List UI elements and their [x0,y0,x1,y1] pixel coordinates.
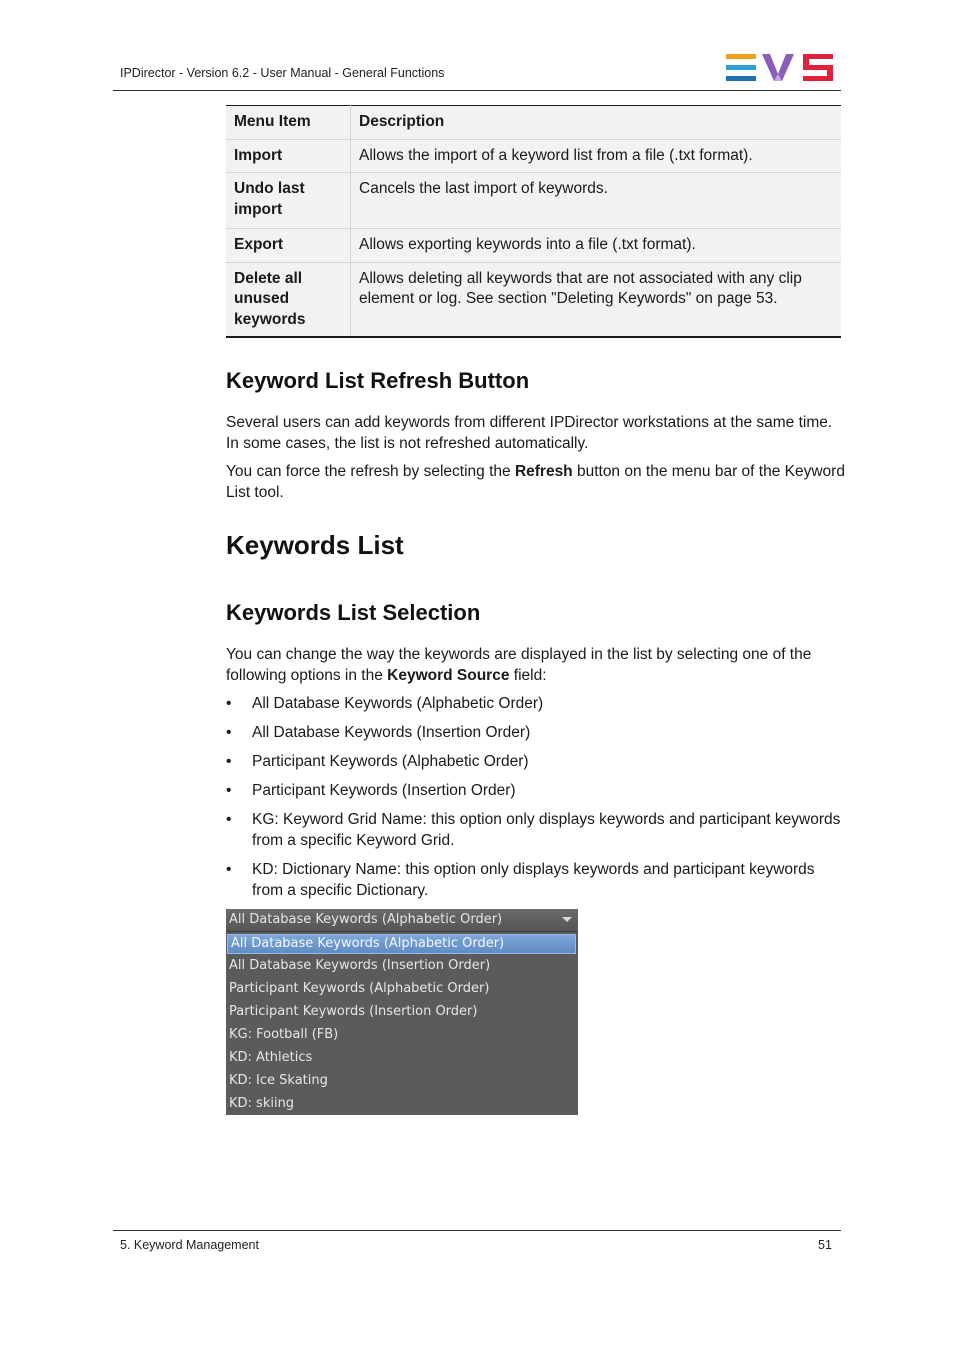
header-divider [113,90,841,91]
footer-chapter: 5. Keyword Management [120,1238,259,1252]
header-title: IPDirector - Version 6.2 - User Manual - General Functions [120,66,445,80]
paragraph-selection: You can change the way the keywords are displayed in the list by selecting one of the following options in the Keyword Source field: [226,646,812,684]
heading-refresh-button: Keyword List Refresh Button [226,368,530,393]
dropdown-option[interactable]: KG: Football (FB) [229,1027,339,1042]
dropdown-option-selected[interactable]: All Database Keywords (Alphabetic Order) [227,934,576,954]
description-cell: Allows the import of a keyword list from a file (.txt format). [351,139,842,173]
heading-keywords-list-selection: Keywords List Selection [226,600,481,625]
page-number: 51 [818,1238,832,1252]
menu-item-cell: Undo last import [226,173,351,229]
evs-logo [726,54,834,82]
keyword-source-dropdown[interactable] [226,909,578,1115]
menu-item-cell: Export [226,229,351,263]
footer-divider [113,1230,841,1231]
table-row [226,229,841,263]
column-header-menu-item: Menu Item [226,106,351,140]
refresh-term: Refresh [514,463,573,480]
list-item: • KD: Dictionary Name: this option only displays keywords and participant keywords from a specific Dictionary. [226,861,815,899]
dropdown-option[interactable]: Participant Keywords (Insertion Order) [229,1004,478,1019]
menu-item-cell: Delete all unused keywords [226,262,351,337]
chevron-down-icon[interactable] [562,917,572,922]
menu-items-table [226,105,841,338]
dropdown-option[interactable]: Participant Keywords (Alphabetic Order) [229,981,490,996]
description-cell: Cancels the last import of keywords. [351,173,842,229]
list-item: • KG: Keyword Grid Name: this option only displays keywords and participant keywords from a specific Keyword Grid. [226,811,841,849]
table-row [226,173,841,229]
dropdown-option[interactable]: All Database Keywords (Insertion Order) [229,958,491,973]
column-header-description: Description [351,106,842,140]
dropdown-option[interactable]: KD: Athletics [229,1050,313,1065]
table-row [226,139,841,173]
list-item: • All Database Keywords (Insertion Order) [226,724,531,741]
keyword-source-options-list [226,693,846,909]
paragraph-refresh-1: Several users can add keywords from different IPDirector workstations at the same time. In some cases, the list is not refreshed automatically. [226,414,833,452]
list-item: • Participant Keywords (Insertion Order) [226,782,516,799]
description-cell: Allows deleting all keywords that are not associated with any clip element or log. See section "Deleting Keywords" on page 53. [351,262,842,337]
dropdown-option[interactable]: KD: Ice Skating [229,1073,328,1088]
keyword-source-term: Keyword Source [387,667,510,684]
menu-item-cell: Import [226,139,351,173]
table-header-row [226,106,841,140]
dropdown-option[interactable]: KD: skiing [229,1096,295,1111]
dropdown-selected-value[interactable]: All Database Keywords (Alphabetic Order) [226,909,578,932]
description-cell: Allows exporting keywords into a file (.txt format). [351,229,842,263]
list-item: • Participant Keywords (Alphabetic Order) [226,753,529,770]
paragraph-refresh-2: You can force the refresh by selecting the Refresh button on the menu bar of the Keyword List tool. [226,463,845,501]
heading-keywords-list: Keywords List [226,530,404,560]
table-row [226,262,841,337]
list-item: • All Database Keywords (Alphabetic Order) [226,695,544,712]
